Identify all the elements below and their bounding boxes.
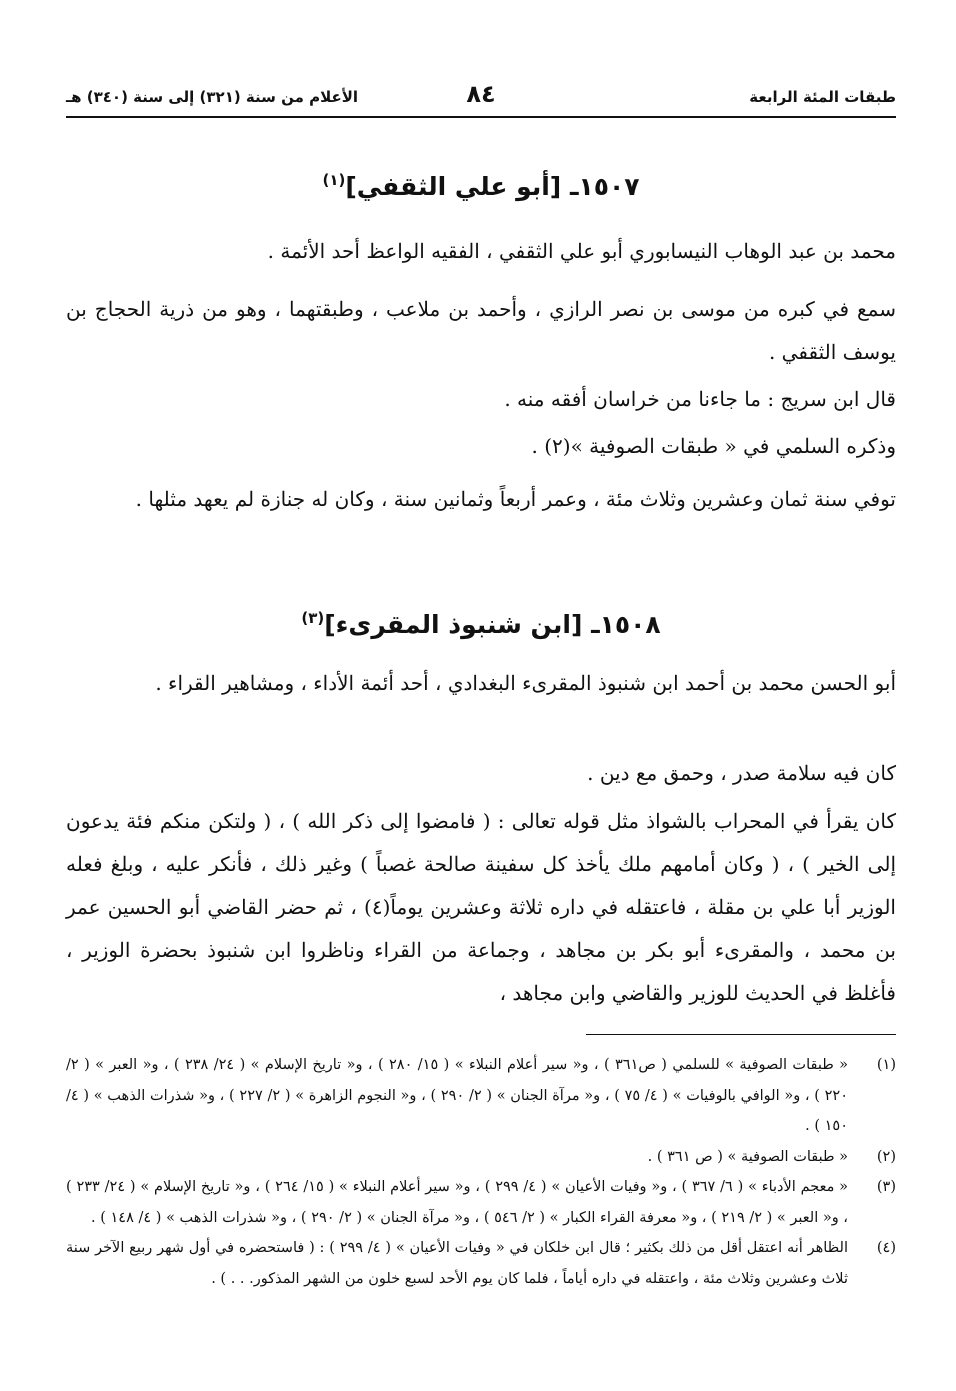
footnote <box>66 1233 896 1294</box>
paragraph: وذكره السلمي في « طبقات الصوفية »(٢) . <box>531 434 896 458</box>
paragraph: سمع في كبره من موسى بن نصر الرازي ، وأحمد بن ملاعب ، وطبقتهما ، وهو من ذرية الحجاج بن يوسف الثقفي . <box>66 297 896 364</box>
footnote-number: (٣) <box>876 1179 896 1195</box>
paragraph: كان يقرأ في المحراب بالشواذ مثل قوله تعالى : ( فامضوا إلى ذكر الله ) ، ( ولتكن منكم فئة يدعون إلى الخير ) ، ( وكان أمامهم ملك يأخذ كل سفينة صالحة غصباً ) وغير ذلك ، فأنكر عليه ، وبلغ فعله الوزير أبا علي بن مقلة ، فاعتقله في داره ثلاثة وعشرين يوماً(٤) ، ثم حضر القاضي أبو الحسين عمر بن محمد ، والمقرىء أبو بكر بن مجاهد ، وجماعة من القراء وناظروا ابن شنبوذ بحضرة الوزير ، فأغلظ في الحديث للوزير والقاضي وابن مجاهد ، <box>66 809 896 1005</box>
entry-title: ١٥٠٧ـ [أبو علي الثقفي] <box>345 172 640 201</box>
paragraph: كان فيه سلامة صدر ، وحمق مع دين . <box>587 761 896 785</box>
footnote <box>66 1142 896 1173</box>
paragraph: توفي سنة ثمان وعشرين وثلاث مئة ، وعمر أربعاً وثمانين سنة ، وكان له جنازة لم يعهد مثلها . <box>135 487 896 511</box>
header-book-section: طبقات المئة الرابعة <box>749 88 896 106</box>
header-year-range: الأعلام من سنة (٣٢١) إلى سنة (٣٤٠) هـ <box>66 88 359 106</box>
paragraph: أبو الحسن محمد بن أحمد ابن شنبوذ المقرىء البغدادي ، أحد أئمة الأداء ، ومشاهير القراء . <box>155 671 896 695</box>
paragraph: محمد بن عبد الوهاب النيسابوري أبو علي الثقفي ، الفقيه الواعظ أحد الأئمة . <box>267 239 896 263</box>
entry-heading-1507 <box>66 172 896 201</box>
footnote <box>66 1050 896 1142</box>
entry-title: ١٥٠٨ـ [ابن شنبوذ المقرىء] <box>324 610 661 639</box>
footnote-ref[interactable]: (٣) <box>301 609 325 627</box>
footnote-text: « طبقات الصوفية » للسلمي ( ص٣٦١ ) ، و« سير أعلام النبلاء » ( ١٥/ ٢٨٠ ) ، و« تاريخ الإسلام » ( ٢٤/ ٢٣٨ ) ، و« العبر » ( ٢/ ٢٢٠ ) ، و« الوافي بالوفيات » ( ٤/ ٧٥ ) ، و« مرآة الجنان » ( ٢/ ٢٩٠ ) ، و« النجوم الزاهرة » ( ٢/ ٢٢٧ ) ، و« شذرات الذهب » ( ٤/ ١٥٠ ) . <box>66 1057 848 1134</box>
footnote-number: (٢) <box>876 1148 896 1165</box>
footnote-ref[interactable]: (١) <box>322 171 346 189</box>
running-header <box>66 80 896 118</box>
footnote-text: « طبقات الصوفية » ( ص ٣٦١ ) . <box>647 1148 848 1165</box>
paragraph: قال ابن سريج : ما جاءنا من خراسان أفقه منه . <box>504 387 896 411</box>
footnote-divider <box>586 1034 896 1035</box>
page-number: ٨٤ <box>466 80 496 108</box>
footnote-text: « معجم الأدباء » ( ٦/ ٣٦٧ ) ، و« وفيات الأعيان » ( ٤/ ٢٩٩ ) ، و« سير أعلام النبلاء » ( ١٥/ ٢٦٤ ) ، و« تاريخ الإسلام » ( ٢٤/ ٢٣٣ ) ، و« العبر » ( ٢/ ٢١٩ ) ، و« معرفة القراء الكبار » ( ٢/ ٥٤٦ ) ، و« مرآة الجنان » ( ٢/ ٢٩٠ ) ، و« شذرات الذهب » ( ٤/ ١٤٨ ) . <box>66 1179 849 1226</box>
footnote <box>66 1172 896 1233</box>
entry-heading-1508 <box>66 610 896 639</box>
footnotes <box>66 1050 896 1294</box>
footnote-number: (١) <box>876 1057 896 1073</box>
footnote-text: الظاهر أنه اعتقل أقل من ذلك بكثير ؛ قال ابن خلكان في « وفيات الأعيان » ( ٤/ ٢٩٩ ) : ( فاستحضره في أول شهر ربيع الآخر سنة ثلاث وعشرين وثلاث مئة ، واعتقله في داره أياماً ، فلما كان يوم الأحد لسبع خلون من الشهر المذكور. . . ) . <box>66 1240 848 1287</box>
footnote-number: (٤) <box>876 1240 896 1256</box>
